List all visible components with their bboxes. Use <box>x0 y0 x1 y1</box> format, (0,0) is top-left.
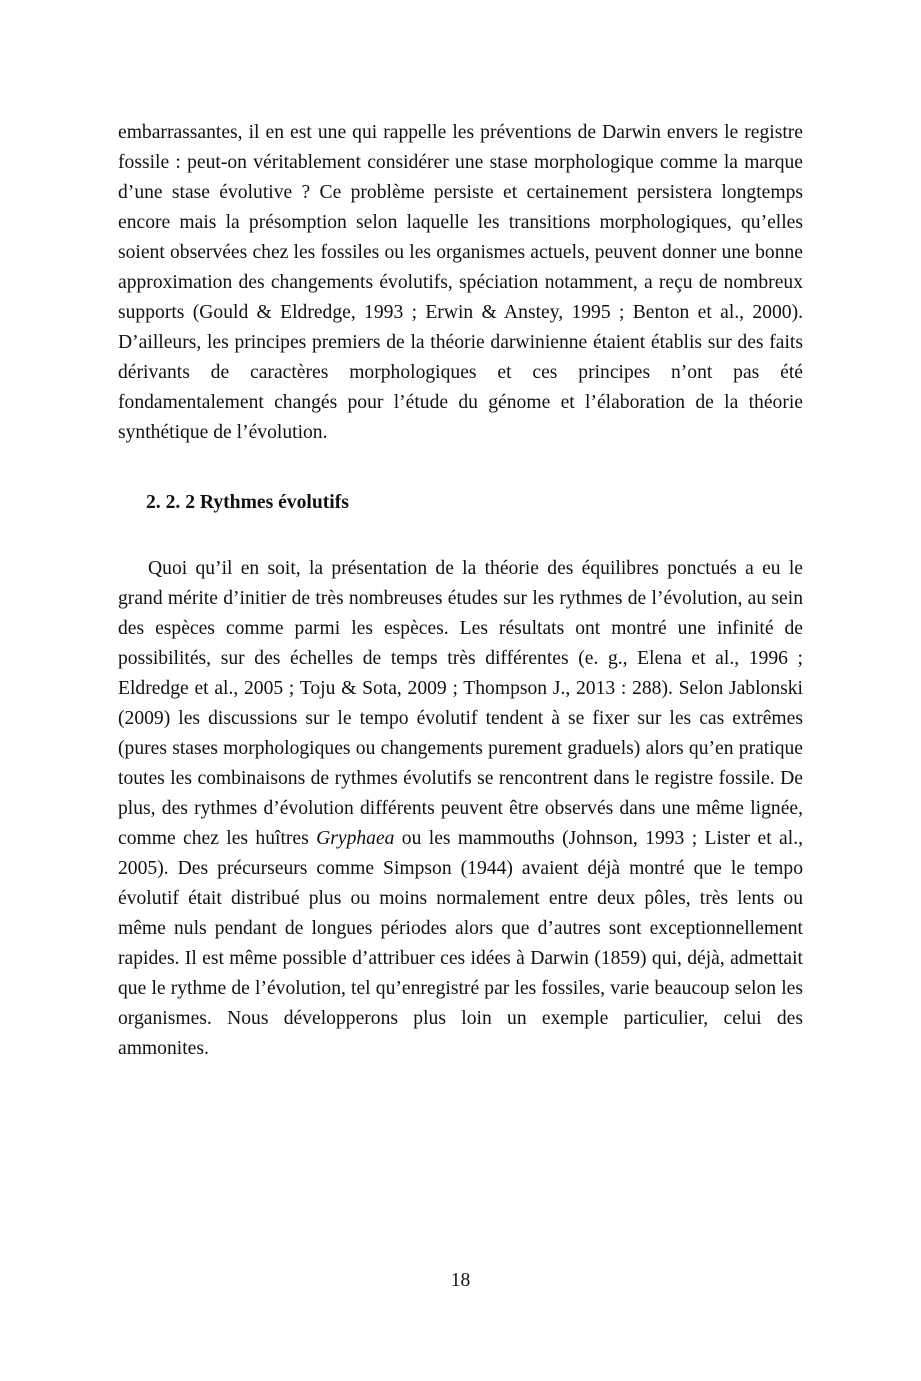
paragraph-2-text-part-1: Quoi qu’il en soit, la présentation de la théorie des équilibres ponctués a eu le grand mérite d’initier de très nombreuses études sur les rythmes de l’évolution, au sein des espèces comme parmi les espèces. Les résultats ont montré une infinité de possibilités, sur des échelles de temps très différentes (e. g., Elena et al., 1996 ; Eldredge et al., 2005 ; Toju & Sota, 2009 ; Thompson J., 2013 : 288). Selon Jablonski (2009) les discussions sur le tempo évolutif tendent à se fixer sur les cas extrêmes (pures stases morphologiques ou changements purement graduels) alors qu’en pratique toutes les combinaisons de rythmes évolutifs se rencontrent dans le registre fossile. De plus, des rythmes d’évolution différents peuvent être observés dans une même lignée, comme chez les huîtres <box>118 558 803 849</box>
body-paragraph-2 <box>118 554 803 1064</box>
italic-genus-name: Gryphaea <box>316 828 395 849</box>
section-heading: 2. 2. 2 Rythmes évolutifs <box>146 492 349 513</box>
page-number: 18 <box>450 1270 471 1291</box>
page-body <box>118 118 803 1064</box>
body-paragraph-1: embarrassantes, il en est une qui rappelle les préventions de Darwin envers le registre fossile : peut-on véritablement considérer une stase morphologique comme la marque d’une stase évolutive ? Ce problème persiste et certainement persistera longtemps encore mais la présomption selon laquelle les transitions morphologiques, qu’elles soient observées chez les fossiles ou les organismes actuels, peuvent donner une bonne approximation des changements évolutifs, spéciation notamment, a reçu de nombreux supports (Gould & Eldredge, 1993 ; Erwin & Anstey, 1995 ; Benton et al., 2000). D’ailleurs, les principes premiers de la théorie darwinienne étaient établis sur des faits dérivants de caractères morphologiques et ces principes n’ont pas été fondamentalement changés pour l’étude du génome et l’élaboration de la théorie synthétique de l’évolution. <box>118 122 803 443</box>
paragraph-2-text-part-2: ou les mammouths (Johnson, 1993 ; Lister et al., 2005). Des précurseurs comme Simpson (1944) avaient déjà montré que le tempo évolutif était distribué plus ou moins normalement entre deux pôles, très lents ou même nuls pendant de longues périodes alors que d’autres sont exceptionnellement rapides. Il est même possible d’attribuer ces idées à Darwin (1859) qui, déjà, admettait que le rythme de l’évolution, tel qu’enregistré par les fossiles, varie beaucoup selon les organismes. Nous développerons plus loin un exemple particulier, celui des ammonites. <box>118 828 803 1059</box>
